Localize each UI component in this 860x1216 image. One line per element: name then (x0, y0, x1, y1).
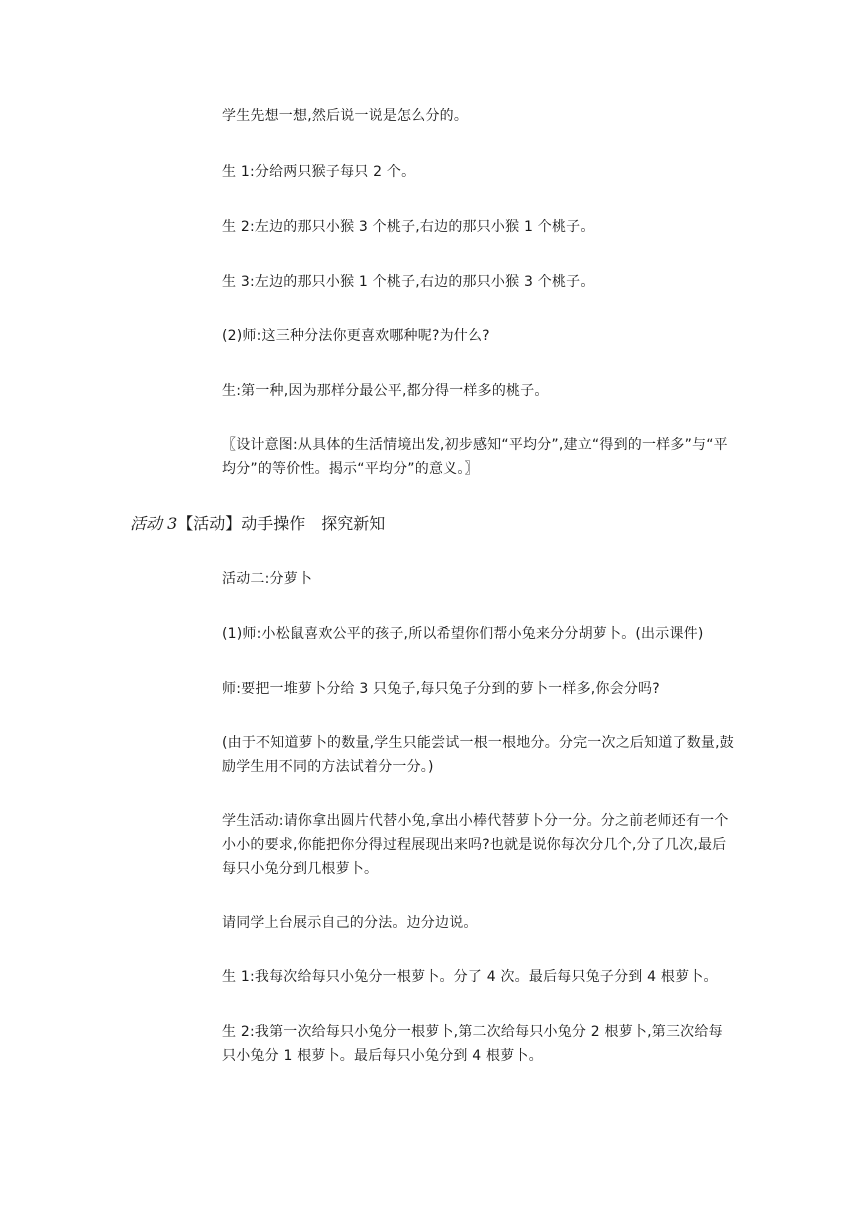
paragraph-presentation: 请同学上台展示自己的分法。边分边说。 (222, 915, 478, 931)
paragraph-teacher-intro: (1)师:小松鼠喜欢公平的孩子,所以希望你们帮小兔来分分胡萝卜。(出示课件) (222, 626, 704, 642)
paragraph-student-1: 生 1:分给两只猴子每只 2 个。 (222, 164, 416, 180)
section-heading-title: 【活动】动手操作 探究新知 (177, 514, 386, 533)
section-heading (130, 512, 385, 536)
paragraph-student-activity: 学生活动:请你拿出圆片代替小兔,拿出小棒代替萝卜分一分。分之前老师还有一个小小的要求,你能把你分得过程展现出来吗?也就是说你每次分几个,分了几次,最后每只小兔分到几根萝卜。 (222, 813, 729, 877)
paragraph-explanation: (由于不知道萝卜的数量,学生只能尝试一根一根地分。分完一次之后知道了数量,鼓励学生用不同的方法试着分一分。) (222, 735, 734, 775)
paragraph-activity-two: 活动二:分萝卜 (222, 571, 313, 587)
section-heading-prefix: 活动 3 (130, 514, 178, 533)
paragraph-student-2: 生 2:左边的那只小猴 3 个桃子,右边的那只小猴 1 个桃子。 (222, 219, 595, 235)
paragraph-intro: 学生先想一想,然后说一说是怎么分的。 (222, 108, 469, 124)
paragraph-teacher-question-2: 师:要把一堆萝卜分给 3 只兔子,每只兔子分到的萝卜一样多,你会分吗? (222, 681, 660, 697)
paragraph-student-method-1: 生 1:我每次给每只小兔分一根萝卜。分了 4 次。最后每只兔子分到 4 根萝卜。 (222, 969, 718, 985)
paragraph-teacher-question: (2)师:这三种分法你更喜欢哪种呢?为什么? (222, 328, 490, 344)
paragraph-design-intent: 〖设计意图:从具体的生活情境出发,初步感知“平均分”,建立“得到的一样多”与“平均分”的等价性。揭示“平均分”的意义。〗 (222, 437, 728, 477)
paragraph-student-method-2: 生 2:我第一次给每只小兔分一根萝卜,第二次给每只小兔分 2 根萝卜,第三次给每只小兔分 1 根萝卜。最后每只小兔分到 4 根萝卜。 (222, 1024, 723, 1064)
paragraph-student-answer: 生:第一种,因为那样分最公平,都分得一样多的桃子。 (222, 383, 549, 399)
paragraph-student-3: 生 3:左边的那只小猴 1 个桃子,右边的那只小猴 3 个桃子。 (222, 274, 595, 290)
